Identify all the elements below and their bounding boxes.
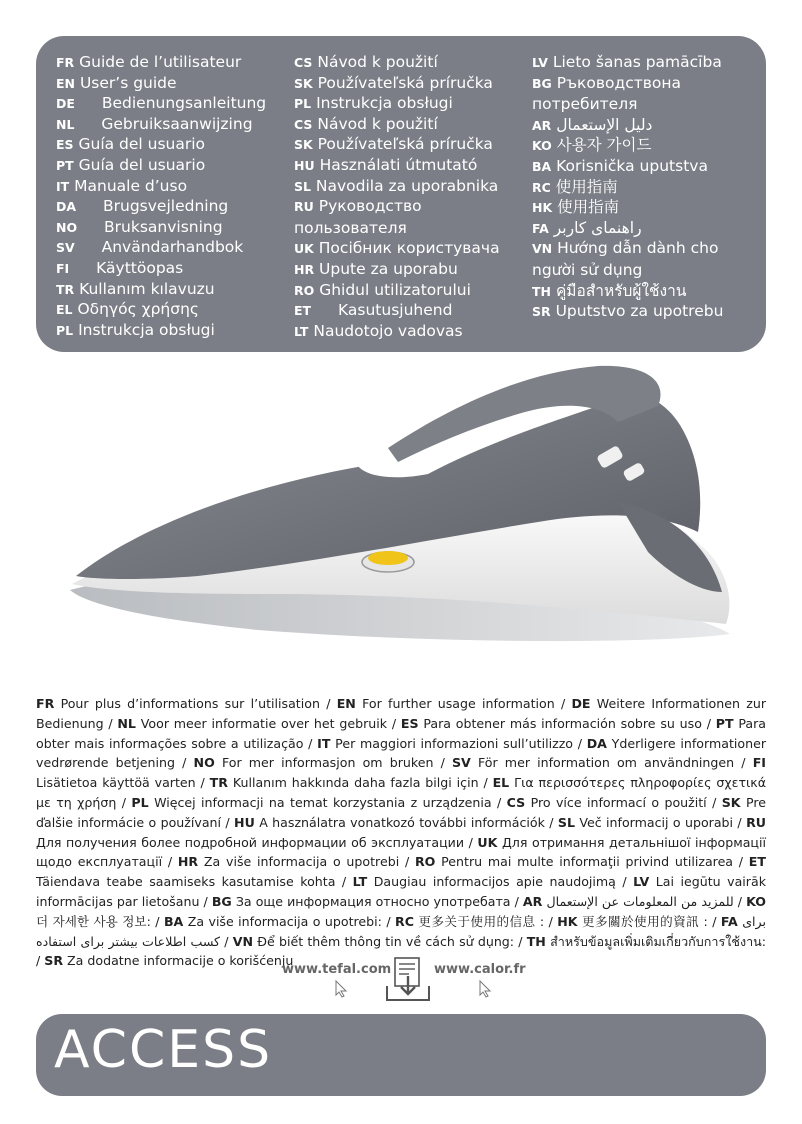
- info-language-code: TR: [209, 775, 228, 791]
- info-text: Per maggiori informazioni sull’utilizzo: [335, 735, 574, 751]
- language-code: TH: [532, 283, 551, 299]
- usage-information-paragraph: FR Pour plus d’informations sur l’utilisation / EN For further usage information / DE Weitere Informationen zur Bedienung / NL Voor meer informatie over het gebruik / ES Para obtener más información sobre su uso / PT Para obter mais informações sobre a utilização / IT Per maggiori informazioni sull’utilizzo / DA Yderligere informationer vedrørende betjening / NO For mer informasjon om bruken / SV För mer information om användningen / FI Lisätietoa käyttöä varten / TR Kullanım hakkında daha fazla bilgi için / EL Για περισσότερες πληροφορίες σχετικά με τη χρήση / PL Więcej informacji na temat korzystania z urządzenia / CS Pro více informací o použití / SK Pre ďalšie informácie o používaní / HU A használatra vonatkozó további információk / SL Več informacij o uporabi / RU Для получения более подробной информации об эксплуатации / UK Для отримання детальнішої інформації щодо експлуатації / HR Za više informacija o upotrebi / RO Pentru mai multe informaţii privind utilizarea / ET Täiendava teabe saamiseks kasutamise kohta / LT Daugiau informacijos apie naudojimą / LV Lai iegūtu vairāk informācijas par lietošanu / BG За още информация относно употребата / AR للمزيد من المعلومات عن الإستعمال / KO 더 자세한 사용 정보: / BA Za više informacija o upotrebi: / RC 更多关于使用的信息 : / HK 更多關於使用的資訊 : / FA برای کسب اطلاعات بیشتر برای استفاده / VN Để biết thêm thông tin về cách sử dụng: / TH สำหรับข้อมูลเพิ่มเติมเกี่ยวกับการใช้งาน: / SR Za dodatne informacije o korišćenju: [36, 696, 767, 969]
- language-code: KO: [532, 138, 552, 154]
- language-entry: [56, 196, 292, 217]
- info-text: 更多關於使用的資訊 :: [582, 913, 708, 929]
- language-code: DA: [56, 199, 77, 215]
- language-entry: [56, 93, 292, 114]
- calor-link[interactable]: www.calor.fr: [434, 962, 526, 977]
- language-code: PL: [56, 322, 74, 338]
- language-guide-title: Användarhandbok: [101, 238, 244, 257]
- language-entry: [532, 52, 764, 73]
- language-entry: [294, 93, 530, 114]
- info-language-code: DA: [586, 735, 607, 751]
- info-text: Pour plus d’informations sur l’utilisation: [60, 696, 320, 711]
- info-text: Lisätietoa käyttöä varten: [36, 775, 196, 791]
- info-language-code: NL: [117, 715, 136, 731]
- language-code: AR: [532, 117, 552, 133]
- language-guide-title: Uputstvo za upotrebu: [555, 302, 724, 321]
- info-language-code: PT: [715, 715, 734, 731]
- language-guide-title: Návod k použití: [317, 114, 438, 133]
- info-language-code: VN: [232, 933, 254, 949]
- tefal-link[interactable]: www.tefal.com: [282, 962, 392, 977]
- language-entry: [532, 218, 764, 239]
- language-code: LT: [294, 323, 309, 339]
- info-language-code: RO: [414, 854, 436, 870]
- language-code: LV: [532, 55, 548, 70]
- language-guide-title: Používateľská príručka: [317, 73, 493, 92]
- language-code: ES: [56, 137, 74, 153]
- language-code: CS: [294, 55, 313, 70]
- info-language-code: SV: [451, 755, 471, 771]
- language-guide-title: Lieto šanas pamācība: [552, 53, 722, 71]
- info-text: Για περισσότερες πληροφορίες σχετικά με τη χρήση: [36, 775, 767, 810]
- language-guide-title: Naudotojo vadovas: [313, 321, 463, 340]
- info-language-code: RC: [395, 913, 414, 929]
- language-guide-title: Kasutusjuhend: [338, 301, 453, 320]
- info-language-code: FA: [720, 913, 738, 929]
- info-language-code: LV: [633, 874, 650, 890]
- language-guide-title: Navodila za uporabnika: [315, 176, 499, 195]
- language-entry: [56, 114, 292, 135]
- info-language-code: SR: [44, 953, 64, 969]
- language-entry: [294, 196, 530, 238]
- language-code: IT: [56, 178, 70, 194]
- info-text: Za više informacija o upotrebi:: [187, 913, 382, 929]
- language-guide-title: Ръководствона потребителя: [532, 73, 682, 114]
- language-code: FA: [532, 220, 549, 236]
- info-text: Для получения более подробной информации об эксплуатации: [36, 834, 465, 850]
- language-guide-title: دليل الإستعمال: [556, 115, 653, 134]
- cursor-icon: [478, 980, 492, 998]
- language-entry: [532, 177, 764, 198]
- language-code: BG: [532, 75, 552, 91]
- language-guide-title: Hướng dẫn dành cho người sử dụng: [532, 239, 719, 279]
- language-entry: [532, 281, 764, 302]
- language-code: SV: [56, 240, 75, 256]
- language-code: SK: [294, 75, 313, 91]
- info-text: Weitere Informationen zur Bedienung: [36, 696, 767, 731]
- info-text: 더 자세한 사용 정보:: [36, 913, 151, 929]
- info-text: Pro více informací o použití: [530, 794, 707, 810]
- language-guide-title: Руководство пользователя: [294, 197, 422, 237]
- language-entry: [532, 115, 764, 136]
- info-language-code: ET: [748, 854, 766, 870]
- language-entry: [294, 280, 530, 301]
- language-code: FR: [56, 55, 75, 70]
- language-guide-title: Gebruiksaanwijzing: [101, 114, 253, 133]
- language-entry: [294, 300, 530, 321]
- language-guide-title: 사용자 가이드: [556, 136, 652, 155]
- info-language-code: CS: [506, 794, 526, 810]
- info-text: Yderligere informationer vedrørende betjening: [36, 735, 766, 771]
- language-code: HU: [294, 157, 315, 173]
- info-text: للمزيد من المعلومات عن الإستعمال: [546, 893, 734, 909]
- language-entry: [56, 237, 292, 258]
- info-text: Za više informacija o upotrebi: [203, 854, 400, 870]
- language-code: TR: [56, 281, 75, 297]
- language-entry: [294, 134, 530, 155]
- language-guide-title: راهنمای کاربر: [553, 218, 642, 237]
- language-guide-title: Návod k použití: [317, 53, 438, 71]
- language-guide-title: Používateľská príručka: [317, 135, 493, 154]
- language-code: HK: [532, 200, 553, 216]
- language-entry: [294, 52, 530, 73]
- language-code: PL: [294, 96, 312, 112]
- language-guide-title: Guía del usuario: [78, 135, 206, 154]
- info-language-code: FI: [752, 755, 766, 771]
- info-text: За още информация относно употребата: [235, 893, 511, 909]
- info-text: För mer information om användningen: [477, 755, 735, 771]
- language-code: FI: [56, 260, 70, 276]
- language-entry: [294, 155, 530, 176]
- language-entry: [56, 217, 292, 238]
- info-language-code: NO: [193, 755, 215, 771]
- info-language-code: KO: [746, 893, 767, 909]
- info-text: Więcej informacji na temat korzystania z urządzenia: [154, 794, 492, 810]
- download-icon: [385, 956, 431, 1002]
- language-entry: [532, 156, 764, 177]
- info-text: برای کسب اطلاعات بیشتر برای استفاده: [36, 913, 767, 949]
- language-code: DE: [56, 96, 75, 112]
- language-guide-title: Instrukcja obsługi: [316, 94, 453, 113]
- info-text: Več informacij o uporabi: [579, 814, 734, 830]
- language-code: PT: [56, 157, 74, 173]
- product-name-bar: [36, 1014, 766, 1096]
- info-text: สำหรับข้อมูลเพิ่มเติมเกี่ยวกับการใช้งาน:: [550, 933, 767, 949]
- language-column-1: [56, 52, 292, 340]
- language-code: NL: [56, 116, 75, 132]
- info-text: Para obtener más información sobre su uso: [423, 715, 702, 731]
- language-entry: [56, 155, 292, 176]
- language-guide-title: Kullanım kılavuzu: [79, 279, 215, 298]
- language-entry: [532, 73, 764, 115]
- language-entry: [56, 73, 292, 94]
- steam-iron-illustration: [58, 362, 746, 662]
- language-code: RC: [532, 179, 551, 195]
- cursor-icon: [334, 980, 348, 998]
- info-language-code: IT: [317, 735, 331, 751]
- language-guide-title: Käyttöopas: [96, 258, 184, 277]
- language-code: SK: [294, 137, 313, 153]
- info-language-code: DE: [571, 696, 591, 711]
- info-language-code: BA: [163, 913, 184, 929]
- info-language-code: HK: [557, 913, 578, 929]
- info-language-code: PL: [131, 794, 149, 810]
- language-panel: [36, 36, 766, 352]
- language-guide-title: Használati útmutató: [319, 155, 478, 174]
- language-guide-title: Korisnička uputstva: [556, 156, 708, 175]
- language-entry: [294, 114, 530, 135]
- info-text: Za dodatne informacije o korišćenju: [67, 953, 294, 969]
- language-entry: [56, 176, 292, 197]
- language-entry: [56, 320, 292, 341]
- language-code: UK: [294, 241, 314, 257]
- language-entry: [294, 238, 530, 259]
- info-text: Để biết thêm thông tin về cách sử dụng:: [257, 933, 515, 949]
- language-guide-title: User’s guide: [79, 73, 177, 92]
- language-guide-title: Manuale d’uso: [74, 176, 188, 195]
- language-guide-title: Guía del usuario: [78, 155, 206, 174]
- website-links: [0, 956, 802, 1006]
- language-code: EN: [56, 75, 76, 91]
- language-guide-title: Οδηγός χρήσης: [77, 300, 200, 319]
- info-language-code: SK: [721, 794, 741, 810]
- language-entry: [532, 197, 764, 218]
- language-entry: [532, 135, 764, 156]
- info-language-code: HU: [234, 814, 255, 830]
- info-text: Para obter mais informações sobre a utilização: [36, 715, 766, 751]
- info-language-code: BG: [211, 893, 232, 909]
- language-entry: [532, 238, 764, 280]
- info-text: Kullanım hakkında daha fazla bilgi için: [232, 775, 479, 791]
- info-language-code: HR: [177, 854, 199, 870]
- info-text: Daugiau informacijos apie naudojimą: [373, 874, 616, 890]
- language-entry: [56, 134, 292, 155]
- language-code: CS: [294, 116, 313, 132]
- info-language-code: UK: [477, 834, 498, 850]
- language-code: RO: [294, 282, 315, 298]
- info-language-code: ES: [400, 715, 419, 731]
- info-text: For further usage information: [362, 696, 555, 711]
- language-guide-title: Bruksanvisning: [104, 217, 223, 236]
- info-language-code: TH: [526, 933, 546, 949]
- language-guide-title: Посібник користувача: [318, 239, 500, 258]
- language-code: HR: [294, 261, 315, 277]
- language-entry: [294, 176, 530, 197]
- product-name: ACCESS: [54, 1020, 273, 1080]
- info-text: Lai iegūtu vairāk informācijas par lietošanu: [36, 874, 766, 909]
- language-entry: [56, 299, 292, 320]
- info-language-code: EL: [492, 775, 510, 791]
- language-entry: [294, 259, 530, 280]
- language-entry: [294, 73, 530, 94]
- language-entry: [294, 321, 530, 342]
- language-entry: [56, 279, 292, 300]
- language-column-3: [532, 52, 764, 322]
- language-code: EL: [56, 302, 73, 318]
- info-text: Voor meer informatie over het gebruik: [140, 715, 388, 731]
- info-text: Для отримання детальнішої інформації щодо експлуатації: [36, 834, 766, 870]
- language-code: BA: [532, 158, 552, 174]
- info-language-code: RU: [746, 814, 766, 830]
- language-code: RU: [294, 199, 314, 215]
- language-column-2: [294, 52, 530, 341]
- language-code: SR: [532, 304, 551, 320]
- info-language-code: LT: [352, 874, 368, 890]
- info-text: A használatra vonatkozó további információk: [259, 814, 545, 830]
- language-code: ET: [294, 303, 312, 319]
- info-text: 更多关于使用的信息 :: [418, 913, 545, 929]
- info-language-code: SL: [557, 814, 575, 830]
- language-guide-title: Instrukcja obsługi: [78, 320, 215, 339]
- language-guide-title: Upute za uporabu: [319, 259, 458, 278]
- language-guide-title: 使用指南: [557, 198, 620, 217]
- language-code: NO: [56, 219, 78, 235]
- info-language-code: FR: [36, 696, 55, 711]
- language-guide-title: Brugsvejledning: [103, 197, 229, 216]
- info-text: Pentru mai multe informaţii privind utilizarea: [441, 854, 734, 870]
- language-guide-title: Ghidul utilizatorului: [319, 280, 471, 299]
- language-guide-title: Bedienungsanleitung: [101, 94, 267, 113]
- language-guide-title: คู่มือสำหรับผู้ใช้งาน: [555, 281, 687, 300]
- info-text: Pre ďalšie informácie o používaní: [36, 794, 766, 830]
- language-entry: [56, 258, 292, 279]
- info-language-code: AR: [522, 893, 543, 909]
- language-code: VN: [532, 241, 553, 257]
- language-code: SL: [294, 178, 311, 194]
- language-entry: [532, 301, 764, 322]
- language-guide-title: 使用指南: [555, 177, 618, 196]
- info-text: For mer informasjon om bruken: [221, 755, 434, 771]
- language-entry: [56, 52, 292, 73]
- info-text: Täiendava teabe saamiseks kasutamise kohta: [36, 874, 336, 890]
- info-language-code: EN: [336, 696, 356, 711]
- language-guide-title: Guide de l’utilisateur: [79, 53, 242, 71]
